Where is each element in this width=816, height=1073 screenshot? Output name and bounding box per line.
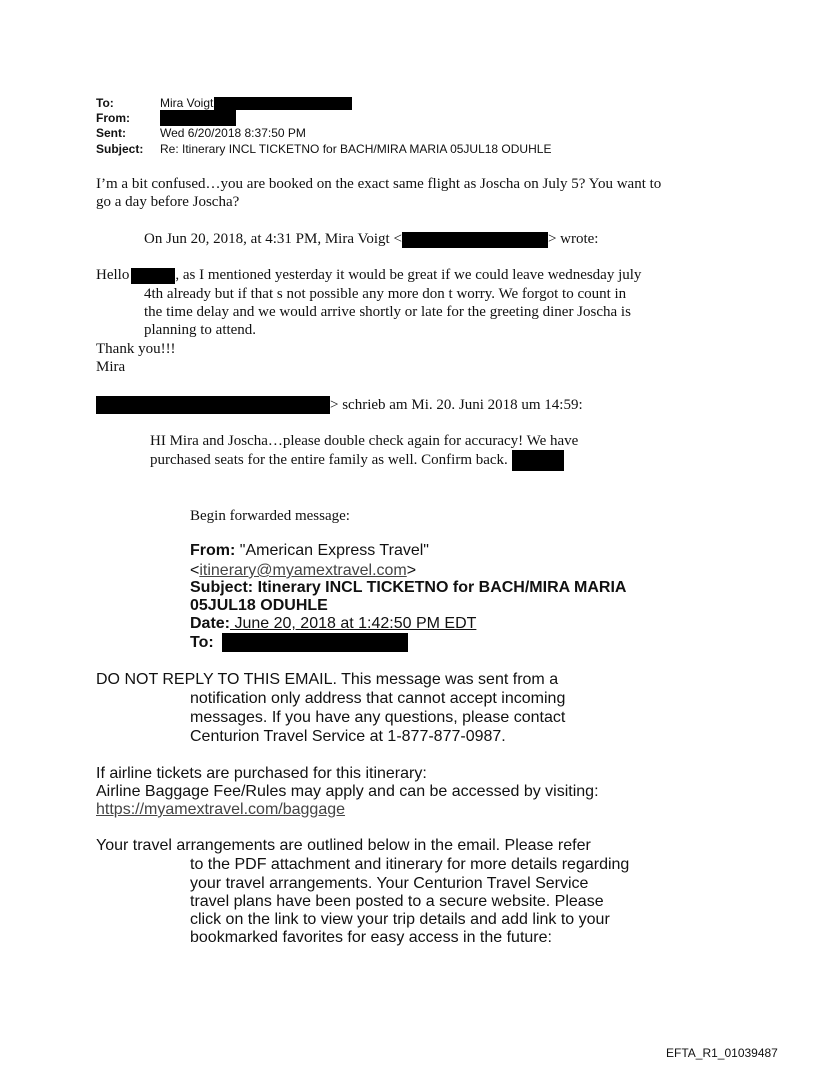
forward-to: To: bbox=[190, 633, 408, 652]
arrangements-line: Your travel arrangements are outlined below in the email. Please refer bbox=[96, 837, 591, 854]
redaction-block bbox=[96, 396, 330, 414]
reply-line: I’m a bit confused…you are booked on the exact same flight as Joscha on July 5? You want to bbox=[96, 176, 662, 192]
forward-date: Date: June 20, 2018 at 1:42:50 PM EDT bbox=[190, 615, 477, 632]
forward-intro: Begin forwarded message: bbox=[190, 508, 350, 524]
forward-from-email: <itinerary@myamextravel.com> bbox=[190, 562, 417, 579]
redaction-block bbox=[512, 450, 564, 471]
notice-line: messages. If you have any questions, please contact bbox=[190, 709, 566, 726]
baggage-line: If airline tickets are purchased for this itinerary: bbox=[96, 765, 427, 782]
arrangements-line: bookmarked favorites for easy access in the future: bbox=[190, 929, 552, 946]
quote-intro: On Jun 20, 2018, at 4:31 PM, Mira Voigt < > wrote: bbox=[144, 231, 599, 247]
notice-line: notification only address that cannot accept incoming bbox=[190, 690, 566, 707]
redaction-block bbox=[131, 268, 175, 284]
to-label: To: bbox=[96, 96, 114, 110]
sent-value: Wed 6/20/2018 8:37:50 PM bbox=[160, 126, 306, 140]
redaction-block bbox=[160, 110, 236, 126]
quote-line: planning to attend. bbox=[144, 322, 257, 338]
from-email-link[interactable]: itinerary@myamextravel.com bbox=[199, 562, 407, 579]
document-id: EFTA_R1_01039487 bbox=[666, 1046, 778, 1060]
forward-subject: Subject: Itinerary INCL TICKETNO for BACH/MIRA MARIA bbox=[190, 579, 627, 596]
arrangements-line: click on the link to view your trip details and add link to your bbox=[190, 911, 610, 928]
arrangements-line: your travel arrangements. Your Centurion Travel Service bbox=[190, 875, 589, 892]
quote-line: 4th already but if that s not possible any more don t worry. We forgot to count in bbox=[144, 286, 627, 302]
baggage-line: Airline Baggage Fee/Rules may apply and can be accessed by visiting: bbox=[96, 783, 599, 800]
reply-line: go a day before Joscha? bbox=[96, 194, 240, 210]
arrangements-line: to the PDF attachment and itinerary for more details regarding bbox=[190, 856, 630, 873]
baggage-link[interactable]: https://myamextravel.com/baggage bbox=[96, 801, 346, 818]
redaction-block bbox=[222, 633, 408, 652]
sent-label: Sent: bbox=[96, 126, 126, 140]
quote-line: Hello , as I mentioned yesterday it would be great if we could leave wednesday july bbox=[96, 267, 642, 283]
quote-line: Thank you!!! bbox=[96, 341, 176, 357]
quote-signature: Mira bbox=[96, 359, 126, 375]
forward-from: From: "American Express Travel" bbox=[190, 542, 429, 559]
redaction-block bbox=[402, 232, 548, 248]
from-label: From: bbox=[96, 111, 130, 125]
quote-line: HI Mira and Joscha…please double check again for accuracy! We have bbox=[150, 433, 579, 449]
subject-value: Re: Itinerary INCL TICKETNO for BACH/MIRA MARIA 05JUL18 ODUHLE bbox=[160, 142, 552, 156]
arrangements-line: travel plans have been posted to a secure website. Please bbox=[190, 893, 604, 910]
quote-line: purchased seats for the entire family as well. Confirm back. bbox=[150, 450, 564, 471]
to-value: Mira Voigt bbox=[160, 97, 352, 110]
forward-subject-line2: 05JUL18 ODUHLE bbox=[190, 597, 328, 614]
quote-line: the time delay and we would arrive shortly or late for the greeting diner Joscha is bbox=[144, 304, 631, 320]
redaction-block bbox=[214, 97, 352, 110]
subject-label: Subject: bbox=[96, 142, 144, 156]
notice-line: DO NOT REPLY TO THIS EMAIL. This message was sent from a bbox=[96, 671, 559, 688]
notice-line: Centurion Travel Service at 1-877-877-0987. bbox=[190, 728, 506, 745]
quote-intro: > schrieb am Mi. 20. Juni 2018 um 14:59: bbox=[330, 397, 583, 413]
